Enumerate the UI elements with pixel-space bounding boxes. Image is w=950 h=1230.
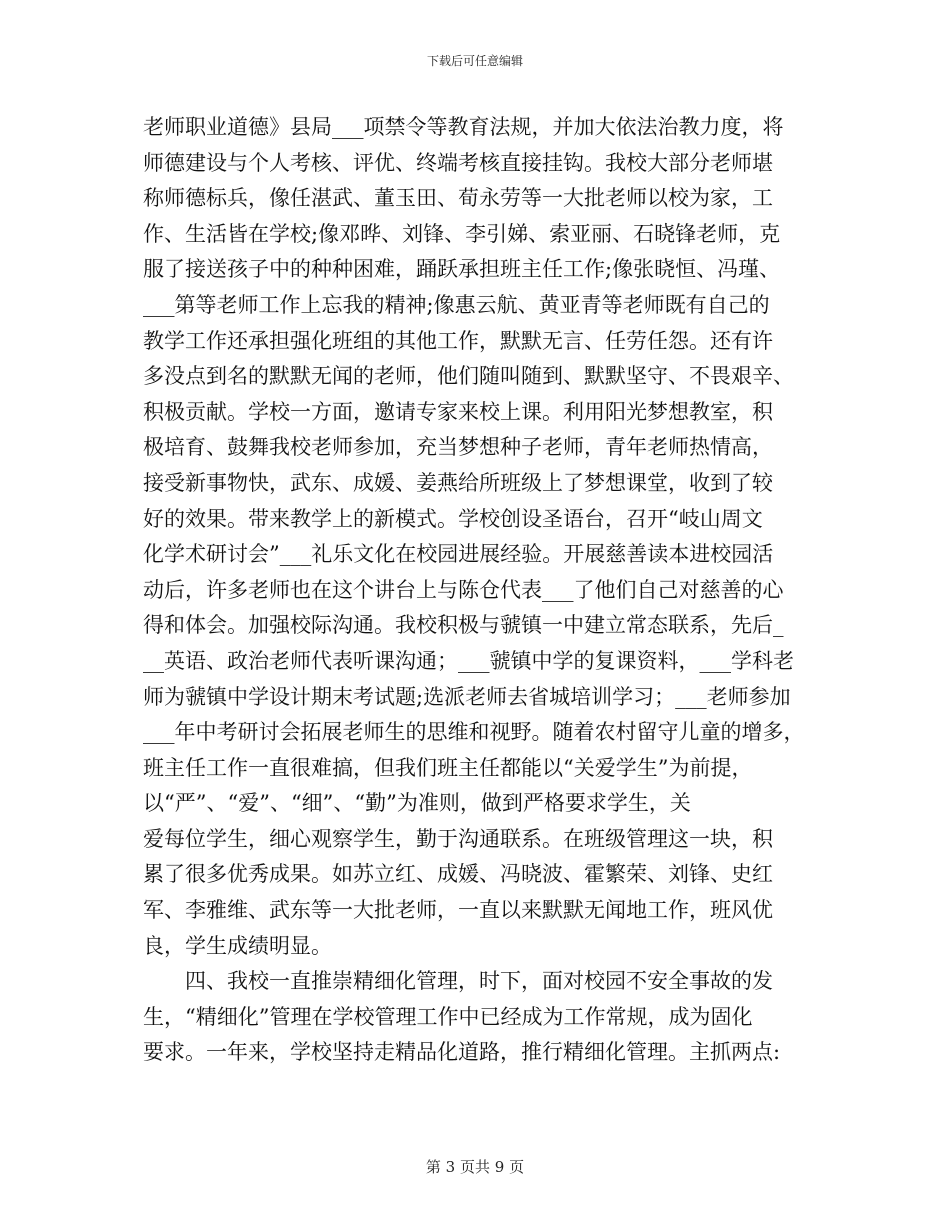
text-line: 师为虢镇中学设计期末考试题;选派老师去省城培训学习；___老师参加 xyxy=(143,684,791,709)
text-line: 四、我校一直推崇精细化管理，时下，面对校园不安全事故的发 xyxy=(143,969,773,994)
text-line: 良，学生成绩明显。 xyxy=(143,933,332,958)
text-line: 得和体会。加强校际沟通。我校积极与虢镇一中建立常态联系，先后_ xyxy=(143,613,784,638)
text-line: 好的效果。带来教学上的新模式。学校创设圣语台，召开“岐山周文 xyxy=(143,506,763,531)
text-line: 教学工作还承担强化班组的其他工作，默默无言、任劳任怨。还有许 xyxy=(143,328,773,353)
text-line: 累了很多优秀成果。如苏立红、成媛、冯晓波、霍繁荣、刘锋、史红 xyxy=(143,862,773,887)
text-line: 作、生活皆在学校;像邓晔、刘锋、李引娣、索亚丽、石晓锋老师，克 xyxy=(143,221,781,246)
text-line: 爱每位学生，细心观察学生，勤于沟通联系。在班级管理这一块，积 xyxy=(143,826,773,851)
text-line: ___第等老师工作上忘我的精神;像惠云航、黄亚青等老师既有自己的 xyxy=(143,292,770,317)
text-line: 生，“精细化”管理在学校管理工作中已经成为工作常规，成为固化 xyxy=(143,1004,753,1029)
text-line: ___年中考研讨会拓展老师生的思维和视野。随着农村留守儿童的增多， xyxy=(143,720,805,745)
page-footer: 第 3 页共 9 页 xyxy=(425,1158,525,1176)
text-line: 班主任工作一直很难搞，但我们班主任都能以“关爱学生”为前提， xyxy=(143,755,753,780)
text-line: 接受新事物快，武东、成媛、姜燕给所班级上了梦想课堂，收到了较 xyxy=(143,470,773,495)
document-body xyxy=(143,110,823,1071)
text-line: 积极贡献。学校一方面，邀请专家来校上课。利用阳光梦想教室，积 xyxy=(143,399,773,424)
text-line: __英语、政治老师代表听课沟通；___虢镇中学的复课资料，___学科老 xyxy=(143,648,794,673)
text-line: 化学术研讨会”___礼乐文化在校园进展经验。开展慈善读本进校园活 xyxy=(143,542,774,567)
text-line: 以“严”、“爱”、“细”、“勤”为准则，做到严格要求学生，关 xyxy=(143,791,691,816)
text-line: 师德建设与个人考核、评优、终端考核直接挂钩。我校大部分老师堪 xyxy=(143,150,773,175)
text-line: 服了接送孩子中的种种困难，踊跃承担班主任工作;像张晓恒、冯瑾、 xyxy=(143,257,781,282)
page-header: 下载后可任意编辑 xyxy=(426,54,523,68)
text-line: 要求。一年来，学校坚持走精品化道路，推行精细化管理。主抓两点: xyxy=(143,1040,781,1065)
text-line: 动后，许多老师也在这个讲台上与陈仓代表___了他们自己对慈善的心 xyxy=(143,577,784,602)
text-line: 老师职业道德》县局___项禁令等教育法规，并加大依法治教力度，将 xyxy=(143,115,784,139)
text-line: 军、李雅维、武东等一大批老师，一直以来默默无闻地工作，班风优 xyxy=(143,898,773,923)
text-line: 多没点到名的默默无闻的老师，他们随叫随到、默默坚守、不畏艰辛、 xyxy=(143,364,794,389)
text-line: 称师德标兵，像任湛武、董玉田、荀永劳等一大批老师以校为家，工 xyxy=(143,186,773,211)
text-line: 极培育、鼓舞我校老师参加，充当梦想种子老师，青年老师热情高， xyxy=(143,435,773,460)
